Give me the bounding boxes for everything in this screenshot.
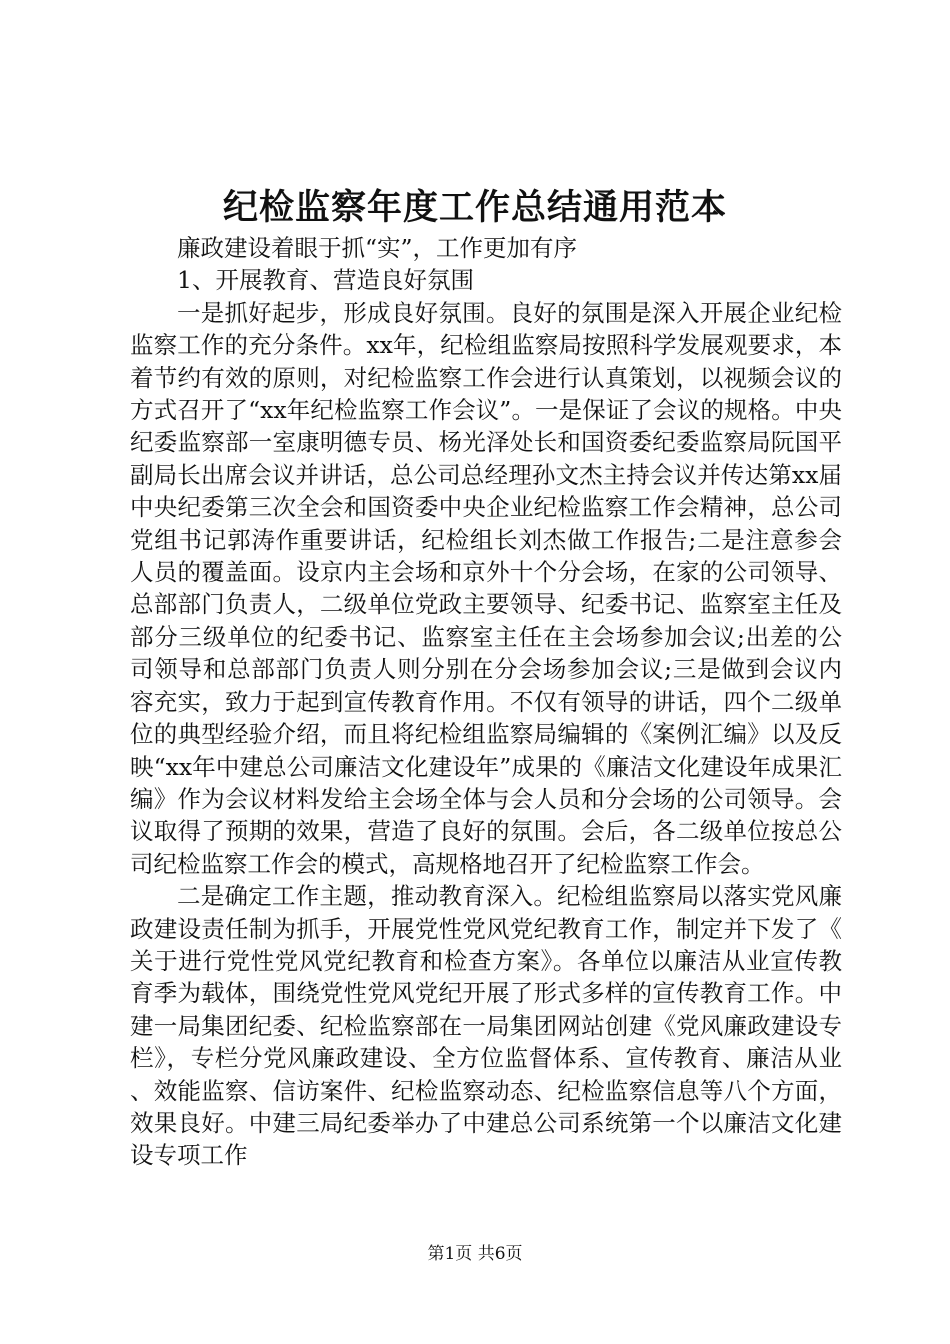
- paragraph-body: 一是抓好起步，形成良好氛围。良好的氛围是深入开展企业纪检监察工作的充分条件。xx年，纪检组监察局按照科学发展观要求，本着节约有效的原则，对纪检监察工作会进行认真策划，以视频会议的方式召开了“xx年纪检监察工作会议”。一是保证了会议的规格。中央纪委监察部一室康明德专员、杨光泽处长和国资委纪委监察局阮国平副局长出席会议并讲话，总公司总经理孙文杰主持会议并传达第xx届中央纪委第三次全会和国资委中央企业纪检监察工作会精神，总公司党组书记郭涛作重要讲话，纪检组长刘杰做工作报告;二是注意参会人员的覆盖面。设京内主会场和京外十个分会场，在家的公司领导、总部部门负责人，二级单位党政主要领导、纪委书记、监察室主任及部分三级单位的纪委书记、监察室主任在主会场参加会议;出差的公司领导和总部部门负责人则分别在分会场参加会议;三是做到会议内容充实，致力于起到宣传教育作用。不仅有领导的讲话，四个二级单位的典型经验介绍，而且将纪检组监察局编辑的《案例汇编》以及反映“xx年中建总公司廉洁文化建设年”成果的《廉洁文化建设年成果汇编》作为会议材料发给主会场全体与会人员和分会场的公司领导。会议取得了预期的效果，营造了良好的氛围。会后，各二级单位按总公司纪检监察工作会的模式，高规格地召开了纪检监察工作会。: [130, 298, 842, 878]
- document-body: [130, 232, 842, 1172]
- page-title: 纪检监察年度工作总结通用范本: [222, 187, 727, 228]
- paragraph-body: 二是确定工作主题，推动教育深入。纪检组监察局以落实党风廉政建设责任制为抓手，开展党性党风党纪教育工作，制定并下发了《关于进行党性党风党纪教育和检查方案》。各单位以廉洁从业宣传教育季为载体，围绕党性党风党纪开展了形式多样的宣传教育工作。中建一局集团纪委、纪检监察部在一局集团网站创建《党风廉政建设专栏》，专栏分党风廉政建设、全方位监督体系、宣传教育、廉洁从业、效能监察、信访案件、纪检监察动态、纪检监察信息等八个方面，效果良好。中建三局纪委举办了中建总公司系统第一个以廉洁文化建设专项工作: [130, 882, 842, 1170]
- paragraph-heading: 廉政建设着眼于抓“实”，工作更加有序: [177, 234, 578, 262]
- page-footer: 第1页 共6页: [427, 1244, 523, 1264]
- paragraph-section-heading: 1、开展教育、营造良好氛围: [177, 266, 474, 295]
